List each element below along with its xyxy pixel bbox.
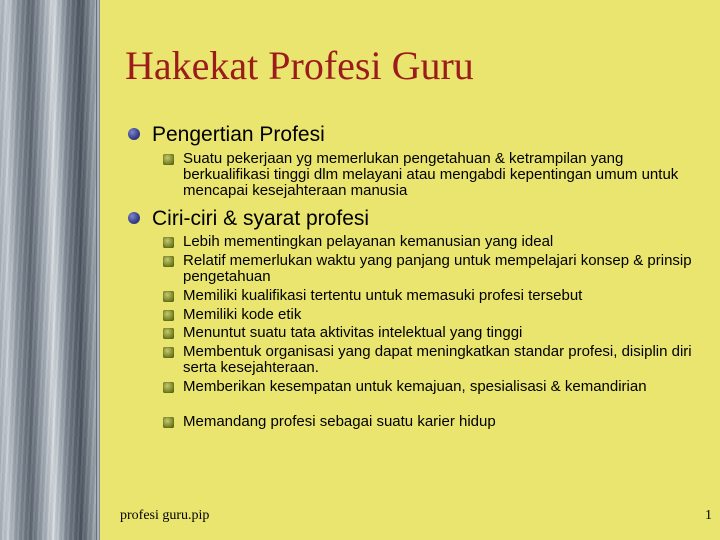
- list-item: [163, 151, 708, 199]
- bullet-icon: [128, 212, 140, 224]
- list-item-text: Memandang profesi sebagai suatu karier hidup: [183, 413, 496, 430]
- bullet-icon: [163, 347, 174, 358]
- list-item: [163, 253, 708, 285]
- list-item-text: Memiliki kualifikasi tertentu untuk memasuki profesi tersebut: [183, 287, 583, 304]
- bullet-icon: [163, 256, 174, 267]
- list-item-text: Membentuk organisasi yang dapat meningkatkan standar profesi, disiplin diri serta kesejahteraan.: [183, 343, 692, 376]
- list-item-text: Memiliki kode etik: [183, 306, 302, 323]
- list-item: [163, 414, 708, 430]
- page-number: 1: [705, 508, 712, 523]
- list-item-text: Suatu pekerjaan yg memerlukan pengetahuan & ketrampilan yang berkualifikasi tinggi dlm melayani atau mengabdi kepentingan umum untuk mencapai kesejahteraan manusia: [183, 150, 679, 199]
- section-heading-label: Pengertian Profesi: [152, 123, 325, 146]
- list-item-text: Memberikan kesempatan untuk kemajuan, spesialisasi & kemandirian: [183, 378, 647, 395]
- list-item-text: Relatif memerlukan waktu yang panjang untuk mempelajari konsep & prinsip pengetahuan: [183, 252, 692, 285]
- list-item: [163, 288, 708, 304]
- list-item: [163, 325, 708, 341]
- section-heading-label: Ciri-ciri & syarat profesi: [152, 207, 370, 230]
- side-divider: [96, 0, 100, 540]
- list-item-text: Menuntut suatu tata aktivitas intelektual yang tinggi: [183, 324, 523, 341]
- list-item-text: Lebih mementingkan pelayanan kemanusian yang ideal: [183, 233, 554, 250]
- bullet-icon: [163, 291, 174, 302]
- decorative-side-band: [0, 0, 96, 540]
- slide-title: Hakekat Profesi Guru: [125, 43, 474, 88]
- bullet-icon: [163, 237, 174, 248]
- footer-text: profesi guru.pip: [120, 508, 210, 523]
- bullet-icon: [163, 382, 174, 393]
- bullet-icon: [128, 128, 140, 140]
- list-item: [163, 379, 708, 395]
- bullet-icon: [163, 310, 174, 321]
- bullet-icon: [163, 328, 174, 339]
- bullet-icon: [163, 154, 174, 165]
- list-item: [163, 234, 708, 250]
- bullet-icon: [163, 417, 174, 428]
- list-item: [163, 307, 708, 323]
- list-item: [163, 344, 708, 376]
